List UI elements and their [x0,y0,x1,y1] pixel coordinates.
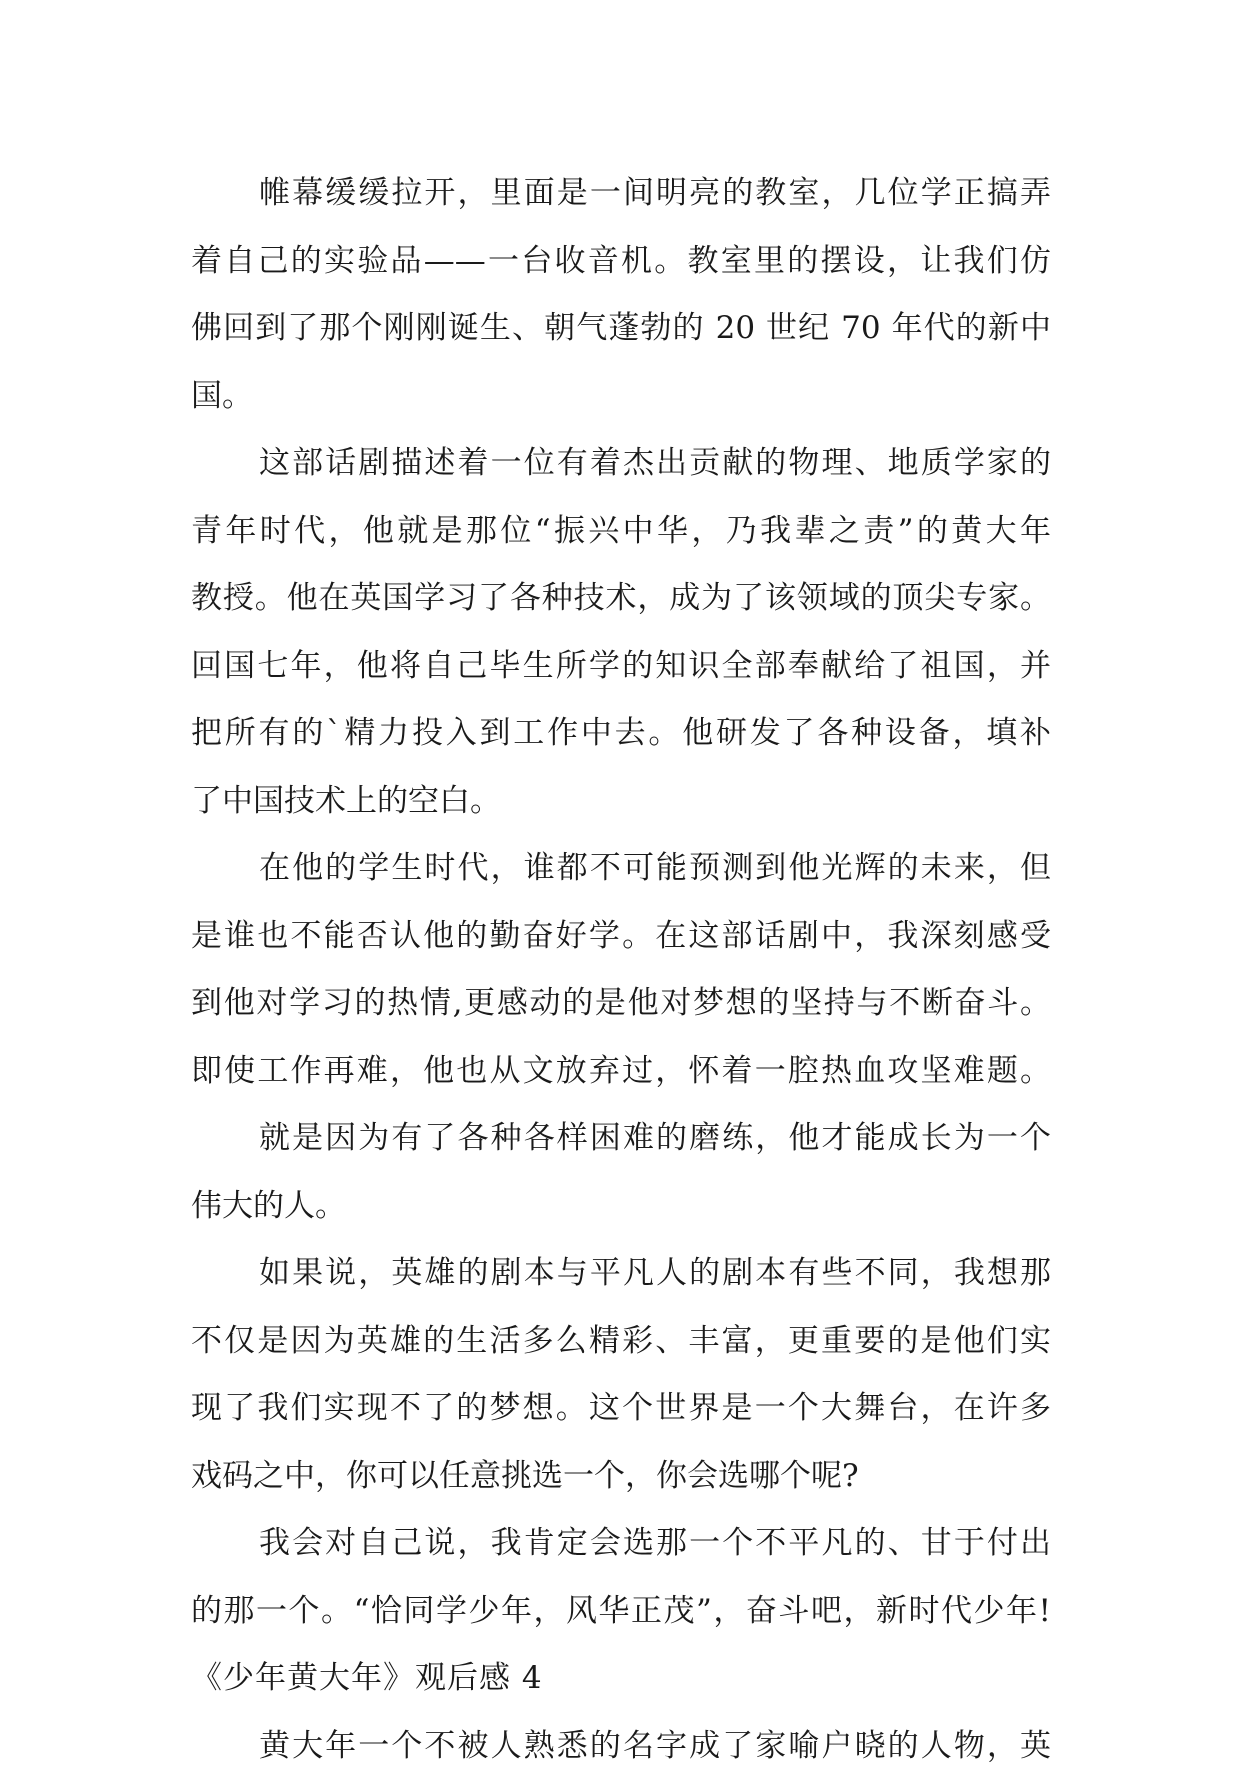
document-body [191,160,1051,1780]
text-line: 回国七年，他将自己毕生所学的知识全部奉献给了祖国，并 [191,633,1051,701]
text-line: 戏码之中，你可以任意挑选一个，你会选哪个呢? [191,1443,1051,1511]
text-line: 是谁也不能否认他的勤奋好学。在这部话剧中，我深刻感受 [191,903,1051,971]
text-line: 即使工作再难，他也从文放弃过，怀着一腔热血攻坚难题。 [191,1038,1051,1106]
text-line: 这部话剧描述着一位有着杰出贡献的物理、地质学家的 [191,430,1051,498]
text-line: 青年时代，他就是那位“振兴中华，乃我辈之责”的黄大年 [191,498,1051,566]
text-line: 不仅是因为英雄的生活多么精彩、丰富，更重要的是他们实 [191,1308,1051,1376]
text-line: 了中国技术上的空白。 [191,768,1051,836]
section-heading: 《少年黄大年》观后感 4 [191,1645,1051,1713]
text-line: 教授。他在英国学习了各种技术，成为了该领域的顶尖专家。 [191,565,1051,633]
text-line: 现了我们实现不了的梦想。这个世界是一个大舞台，在许多 [191,1375,1051,1443]
text-line: 的那一个。“恰同学少年，风华正茂”，奋斗吧，新时代少年! [191,1578,1051,1646]
text-line: 着自己的实验品——一台收音机。教室里的摆设，让我们仿 [191,228,1051,296]
text-line: 黄大年一个不被人熟悉的名字成了家喻户晓的人物，英 [191,1713,1051,1780]
text-line: 到他对学习的热情,更感动的是他对梦想的坚持与不断奋斗。 [191,970,1051,1038]
text-line: 在他的学生时代，谁都不可能预测到他光辉的未来，但 [191,835,1051,903]
text-line: 伟大的人。 [191,1173,1051,1241]
text-line: 国。 [191,363,1051,431]
text-line: 如果说，英雄的剧本与平凡人的剧本有些不同，我想那 [191,1240,1051,1308]
text-line: 佛回到了那个刚刚诞生、朝气蓬勃的 20 世纪 70 年代的新中 [191,295,1051,363]
text-line: 帷幕缓缓拉开，里面是一间明亮的教室，几位学正搞弄 [191,160,1051,228]
text-line: 就是因为有了各种各样困难的磨练，他才能成长为一个 [191,1105,1051,1173]
text-line: 把所有的`精力投入到工作中去。他研发了各种设备，填补 [191,700,1051,768]
text-line: 我会对自己说，我肯定会选那一个不平凡的、甘于付出 [191,1510,1051,1578]
